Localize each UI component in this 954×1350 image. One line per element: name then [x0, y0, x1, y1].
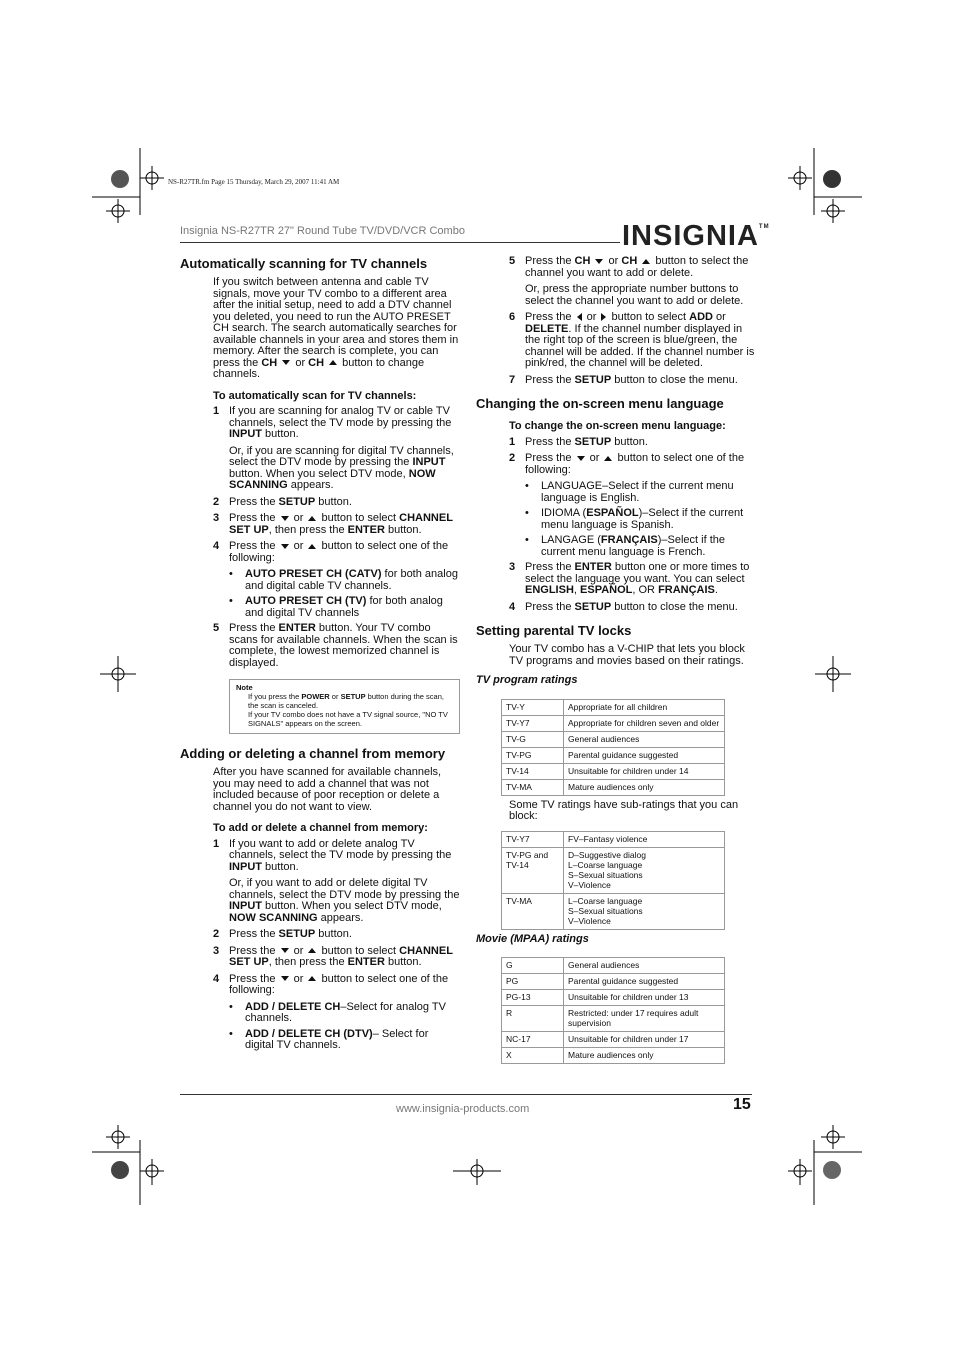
rating-code: X	[502, 1048, 564, 1064]
table-row	[502, 847, 725, 893]
add-delete-subheading: To add or delete a channel from memory:	[213, 822, 428, 834]
step-item: 5 Press the CH or CH button to select the channel you want to add or delete.	[509, 255, 749, 279]
table-row	[502, 974, 725, 990]
down-arrow-icon	[281, 544, 289, 549]
rating-code: TV-Y7	[502, 715, 564, 731]
up-arrow-icon	[308, 544, 316, 549]
bullet-item: • ADD / DELETE CH (DTV)– Select for digital TV channels.	[229, 1027, 429, 1051]
down-arrow-icon	[281, 948, 289, 953]
sub-rating: L–Coarse language	[568, 859, 643, 870]
sub-ratings-table	[501, 831, 725, 930]
section-heading-auto-scan: Automatically scanning for TV channels	[180, 256, 428, 271]
step-item: 3 Press the or button to select CHANNEL SET UP, then press the ENTER button.	[213, 944, 453, 968]
sub-rating: S–Sexual situations	[568, 905, 643, 916]
step-item: 1 If you are scanning for analog TV or cable TV channels, select the TV mode by pressing the INPUT button.	[213, 405, 452, 440]
rating-description: Parental guidance suggested	[564, 974, 725, 990]
rating-code: TV-PG	[502, 747, 564, 763]
mpaa-ratings-caption: Movie (MPAA) ratings	[476, 932, 589, 945]
section-heading-language: Changing the on-screen menu language	[476, 396, 724, 411]
tv-ratings-caption: TV program ratings	[476, 674, 578, 686]
rating-description: Appropriate for children seven and older	[564, 715, 725, 731]
rating-code: TV-G	[502, 731, 564, 747]
rating-description: Unsuitable for children under 13	[564, 990, 725, 1006]
add-delete-intro: After you have scanned for available channels, you may need to add a channel that was not included because of poor reception or delete a channel you do not want to view.	[213, 766, 442, 813]
sub-rating-list	[564, 893, 725, 929]
footer-url: www.insignia-products.com	[396, 1103, 530, 1115]
section-heading-add-delete: Adding or deleting a channel from memory	[180, 746, 446, 761]
rating-code: G	[502, 958, 564, 974]
sub-rating: D–Suggestive dialog	[568, 849, 646, 860]
table-row	[502, 747, 725, 763]
header-rule	[180, 242, 620, 243]
rating-code: NC-17	[502, 1032, 564, 1048]
auto-scan-intro: If you switch between antenna and cable TV signals, move your TV combo to a different area after the initial setup, need to add a DTV channel you deleted, you need to run the AUTO PRESET CH search. The search automatically searches for available channels in your area and stores them in memory. After the search is complete, you can press the CH or CH button to change channels.	[213, 276, 459, 380]
tv-ratings-table	[501, 699, 725, 796]
print-info: NS-R27TR.fm Page 15 Thursday, March 29, 2007 11:41 AM	[168, 178, 340, 186]
rating-description: Restricted: under 17 requires adult supervision	[564, 1006, 725, 1032]
bullet-item: • IDIOMA (ESPAÑOL)–Select if the current menu language is Spanish.	[525, 507, 744, 531]
rating-code: PG-13	[502, 990, 564, 1006]
language-subheading: To change the on-screen menu language:	[509, 420, 726, 432]
up-arrow-icon	[308, 976, 316, 981]
rating-description: Mature audiences only	[564, 779, 725, 795]
rating-description: Appropriate for all children	[564, 699, 725, 715]
rating-code: R	[502, 1006, 564, 1032]
bullet-item: • AUTO PRESET CH (TV) for both analog and digital TV channels	[229, 595, 443, 619]
table-row	[502, 831, 725, 847]
sub-rating-list	[564, 847, 725, 893]
down-arrow-icon	[282, 360, 290, 365]
down-arrow-icon	[595, 259, 603, 264]
up-arrow-icon	[642, 259, 650, 264]
table-row	[502, 893, 725, 929]
rating-description: General audiences	[564, 731, 725, 747]
page-number: 15	[733, 1096, 751, 1113]
table-row	[502, 699, 725, 715]
rating-description: General audiences	[564, 958, 725, 974]
step-item: 4 Press the or button to select one of the following:	[213, 972, 449, 996]
table-row	[502, 763, 725, 779]
table-row	[502, 731, 725, 747]
table-row	[502, 958, 725, 974]
right-arrow-icon	[601, 313, 606, 321]
rating-code: TV-MA	[502, 779, 564, 795]
rating-code: TV-MA	[502, 893, 564, 929]
step-item: 3 Press the ENTER button one or more times to select the language you want. You can select ENGLISH, ESPAÑOL, OR FRANÇAIS.	[509, 561, 750, 596]
mpaa-ratings-table	[501, 957, 725, 1064]
bullet-item: • ADD / DELETE CH–Select for analog TV channels.	[229, 1000, 446, 1024]
sub-rating: S–Sexual situations	[568, 869, 643, 880]
table-row	[502, 715, 725, 731]
rating-code: TV-Y	[502, 699, 564, 715]
bullet-item: • LANGAGE (FRANÇAIS)–Select if the current menu language is French.	[525, 534, 726, 558]
step-item: 7 Press the SETUP button to close the menu.	[509, 373, 738, 386]
step-continuation: Or, press the appropriate number buttons to select the channel you want to add or delete.	[525, 283, 744, 307]
auto-scan-subheading: To automatically scan for TV channels:	[213, 389, 417, 402]
subratings-intro: Some TV ratings have sub-ratings that you can block:	[509, 798, 739, 822]
rating-description: Mature audiences only	[564, 1048, 725, 1064]
sub-rating: L–Coarse language	[568, 895, 643, 906]
step-item: 4 Press the or button to select one of the following:	[213, 540, 449, 564]
down-arrow-icon	[281, 976, 289, 981]
step-continuation: Or, if you want to add or delete digital TV channels, select the DTV mode by pressing the INPUT button. When you select DTV mode, NOW SCANNING appears.	[229, 877, 460, 924]
rating-code: TV-14	[502, 763, 564, 779]
table-row	[502, 1032, 725, 1048]
sub-rating-list	[564, 831, 725, 847]
footer-rule	[180, 1094, 752, 1095]
bullet-item: • LANGUAGE–Select if the current menu language is English.	[525, 480, 734, 504]
rating-description: Unsuitable for children under 17	[564, 1032, 725, 1048]
left-column	[180, 256, 460, 1056]
table-row	[502, 990, 725, 1006]
step-item: 2 Press the SETUP button.	[213, 928, 352, 940]
bullet-item: • AUTO PRESET CH (CATV) for both analog and digital cable TV channels.	[229, 568, 458, 592]
right-column	[476, 256, 756, 1068]
table-row	[502, 779, 725, 795]
step-item: 5 Press the ENTER button. Your TV combo scans for available channels. When the scan is complete, the lowest memorized channel is displayed.	[213, 622, 458, 669]
rating-description: Unsuitable for children under 14	[564, 763, 725, 779]
sub-rating: V–Violence	[568, 879, 611, 890]
sub-rating: FV–Fantasy violence	[568, 833, 648, 844]
step-item: 2 Press the or button to select one of the following:	[509, 452, 745, 476]
step-item: 4 Press the SETUP button to close the menu.	[509, 600, 738, 613]
section-heading-parental-locks: Setting parental TV locks	[476, 623, 632, 638]
down-arrow-icon	[281, 516, 289, 521]
insignia-logo: INSIGNIA™	[622, 220, 770, 252]
step-item: 1 Press the SETUP button.	[509, 435, 648, 448]
rating-code: TV-PG and TV-14	[502, 847, 564, 893]
rating-code: PG	[502, 974, 564, 990]
up-arrow-icon	[308, 516, 316, 521]
rating-description: Parental guidance suggested	[564, 747, 725, 763]
table-row	[502, 1048, 725, 1064]
step-item: 3 Press the or button to select CHANNEL SET UP, then press the ENTER button.	[213, 512, 453, 536]
down-arrow-icon	[577, 456, 585, 461]
header-title: Insignia NS-R27TR 27" Round Tube TV/DVD/VCR Combo	[180, 225, 465, 237]
step-item: 2 Press the SETUP button.	[213, 495, 352, 508]
note-box: Note If you press the POWER or SETUP button during the scan, the scan is canceled. If your TV combo does not have a TV signal source, "NO TV SIGNALS" appears on the screen.	[229, 679, 460, 734]
table-row	[502, 1006, 725, 1032]
rating-code: TV-Y7	[502, 831, 564, 847]
step-item: 1 If you want to add or delete analog TV channels, select the TV mode by pressing the INPUT button.	[213, 837, 452, 873]
parental-intro: Your TV combo has a V-CHIP that lets you block TV programs and movies based on their ratings.	[509, 643, 745, 667]
step-continuation: Or, if you are scanning for digital TV channels, select the DTV mode by pressing the INPUT button. When you select DTV mode, NOW SCANNING appears.	[229, 444, 454, 491]
up-arrow-icon	[604, 456, 612, 461]
up-arrow-icon	[329, 360, 337, 365]
left-arrow-icon	[577, 313, 582, 321]
up-arrow-icon	[308, 948, 316, 953]
sub-rating: V–Violence	[568, 915, 611, 926]
step-item: 6 Press the or button to select ADD or DELETE. If the channel number displayed in the right top of the screen is blue/green, the channel will be added. If the channel number is pink/red, the channel will be deleted.	[509, 311, 755, 369]
